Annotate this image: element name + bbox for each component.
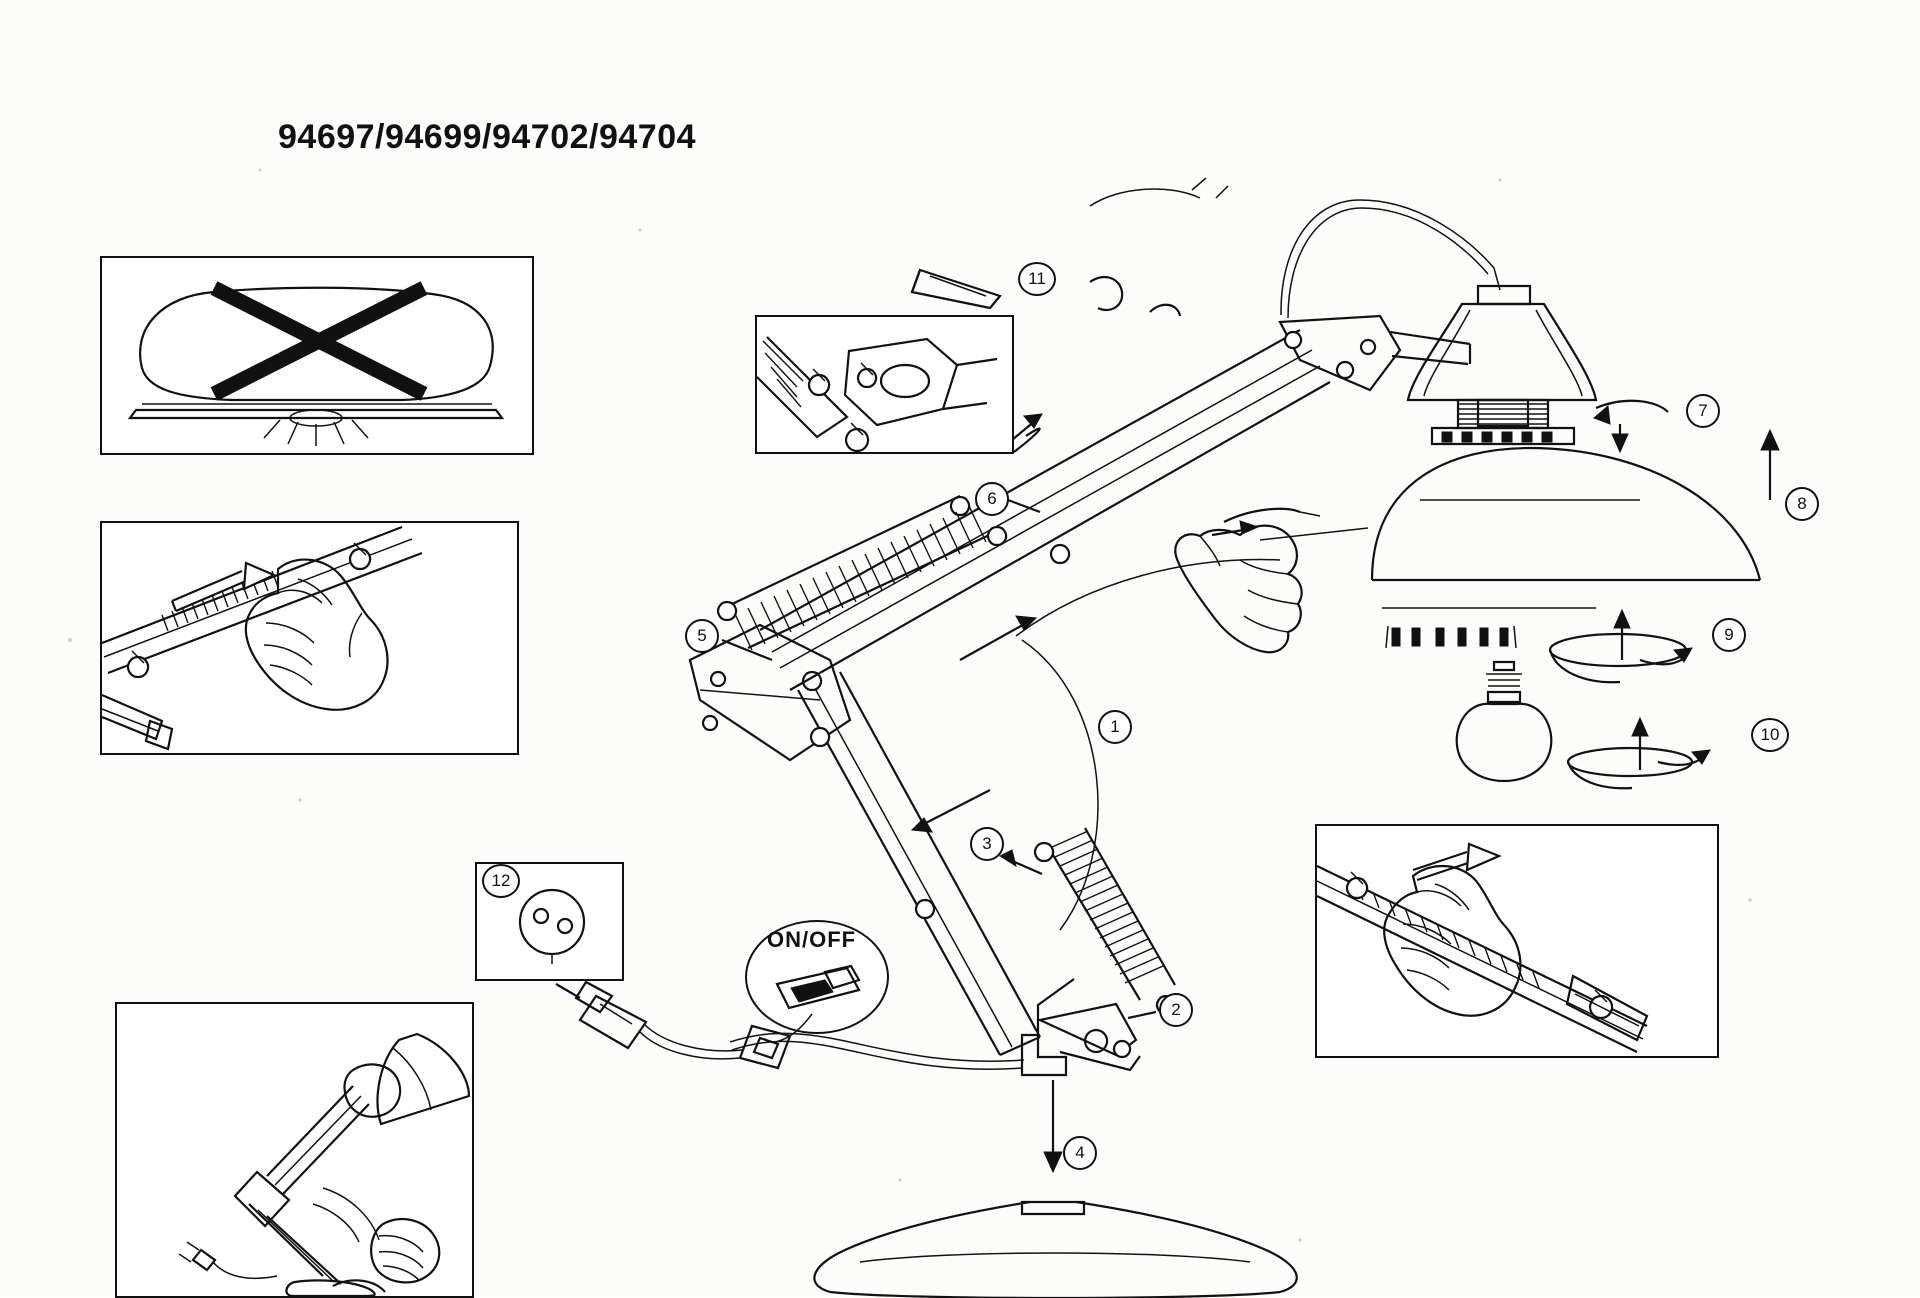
callout-12: 12	[482, 864, 520, 898]
callout-8: 8	[1785, 487, 1819, 521]
callout-5: 5	[685, 619, 719, 653]
onoff-label: ON/OFF	[767, 927, 857, 952]
callout-1: 1	[1098, 710, 1132, 744]
callout-10: 10	[1751, 718, 1789, 752]
page-title: 94697/94699/94702/94704	[278, 118, 697, 156]
callout-4: 4	[1063, 1136, 1097, 1170]
callout-7: 7	[1686, 394, 1720, 428]
callout-3: 3	[970, 827, 1004, 861]
callout-9: 9	[1712, 618, 1746, 652]
callout-11: 11	[1018, 262, 1056, 296]
callout-6: 6	[975, 482, 1009, 516]
callout-2: 2	[1159, 993, 1193, 1027]
